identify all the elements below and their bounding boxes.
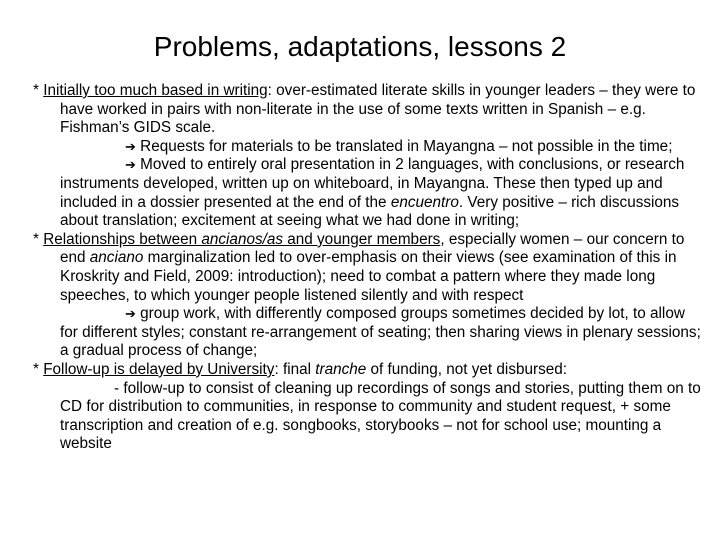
bullet-text: : final [274,360,316,378]
bullet-follow-up [33,361,701,380]
dash-point-follow-up-details: - follow-up to consist of cleaning up recordings of songs and stories, putting them on to CD for distribution to communities, in response to community and student request, + some transcription and creation of e.g. songbooks, storybooks – not for school use; mounting a website [60,379,701,453]
bullet-writing [33,82,701,138]
bullet-marker: * [33,82,44,99]
underlined-heading: Initially too much based in writing [43,82,268,99]
underlined-heading-continued: and younger members [283,230,441,248]
slide-body [33,82,701,454]
bullet-marker: * [33,230,44,248]
arrow-right-icon: ➔ [125,157,136,173]
bullet-text: : over-estimated literate skills in younger leaders – they were to have worked in pairs with non-literate in the use of some texts written in Spanish – e.g. Fishman’s GIDS scale. [60,82,696,137]
italic-term: anciano [89,249,144,267]
arrow-text-continued: . Very positive – rich discussions about translation; excitement at seeing what we had done in writing; [60,193,680,230]
bullet-text-continued: marginalization led to over-emphasis on their views (see examination of this in Kroskrity and Field, 2009: introduction); need to combat a pattern where they made long speeches, to which younger people listened silently and with respect [60,249,677,304]
arrow-text: group work, with differently composed groups sometimes decided by lot, to allow for different styles; constant re-arrangement of seating; then sharing views in plenary sessions; a gradual process of change; [60,305,701,360]
underlined-italic-term: ancianos/as [201,230,284,248]
slide-title: Problems, adaptations, lessons 2 [153,31,567,62]
arrow-point-oral [33,156,701,230]
bullet-text-continued: of funding, not yet disbursed: [366,360,567,378]
arrow-point-group-work [33,305,701,361]
bullet-marker: * [33,360,44,378]
arrow-text: Requests for materials to be translated in Mayangna – not possible in the time; [135,137,673,155]
italic-term: encuentro [390,193,459,211]
bullet-text: , especially women – our concern to end [60,230,685,267]
underlined-heading: Relationships between [43,230,202,248]
underlined-heading: Follow-up is delayed by University [43,360,275,378]
arrow-right-icon: ➔ [125,306,136,322]
arrow-right-icon: ➔ [125,138,136,154]
arrow-point-requests [33,138,701,157]
arrow-text: Moved to entirely oral presentation in 2 languages, with conclusions, or research instruments developed, written up on whiteboard, in Mayangna. These then typed up and included in a dossier presented at the end of the [60,156,685,211]
italic-term: tranche [315,360,367,378]
bullet-relationships [33,231,701,305]
